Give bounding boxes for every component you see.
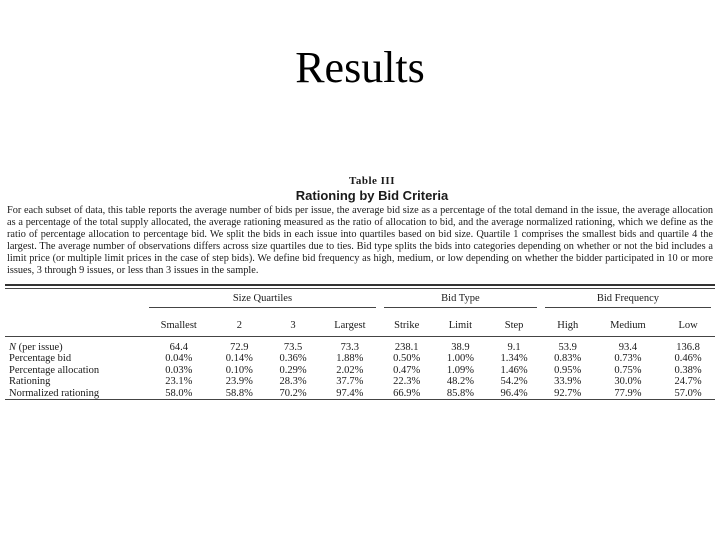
table-row: [5, 376, 715, 388]
table-row: [5, 337, 715, 354]
column-header: Largest: [334, 320, 366, 332]
group-header-size-quartiles: Size Quartiles: [145, 293, 380, 311]
row-label: [5, 365, 145, 377]
table-cell: 72.9: [230, 341, 249, 353]
column-header: 2: [236, 320, 242, 332]
table-title: Rationing by Bid Criteria: [295, 188, 449, 203]
table-cell: 58.8%: [225, 387, 253, 399]
table-cell: 1.34%: [500, 353, 528, 365]
table-cell: 2.02%: [336, 364, 364, 376]
table-cell: 38.9: [451, 341, 470, 353]
table-cell: 53.9: [558, 341, 577, 353]
table-cell: 0.04%: [165, 353, 193, 365]
table-cell: 24.7%: [674, 376, 702, 388]
column-header: Smallest: [160, 320, 197, 332]
table-cell: 33.9%: [554, 376, 582, 388]
table-cell: 1.09%: [446, 364, 474, 376]
table-cell: 64.4: [169, 341, 188, 353]
top-rule-thin: [5, 288, 715, 289]
table-cell: 0.10%: [225, 364, 253, 376]
column-header: Step: [504, 320, 524, 332]
table-cell: 0.38%: [674, 364, 702, 376]
table-cell: 66.9%: [393, 387, 421, 399]
table-cell: 92.7%: [554, 387, 582, 399]
table-cell: 93.4: [618, 341, 638, 353]
table-cell: 73.5: [283, 341, 303, 353]
table-cell: 0.83%: [554, 353, 582, 365]
table-cell: 70.2%: [279, 387, 307, 399]
table-cell: 23.9%: [225, 376, 253, 388]
table-cell: 57.0%: [674, 387, 702, 399]
table-body: [5, 337, 715, 400]
column-header: Limit: [448, 320, 473, 332]
table-cell: 58.0%: [165, 387, 193, 399]
top-rule-thick: [5, 284, 715, 286]
table-caption: For each subset of data, this table reports the average number of bids per issue, the average bid size as a percentage of the total demand in the issue, the average allocation as a percentage of the total supply allocated, the average rationing measured as the ratio of allocation to bid, and the average normalized rationing, which we define as the ratio of percentage allocation to percentage bid. We split the bids in each issue into quartiles based on bid size. Quartile 1 comprises the smallest bids and quartile 4 the largest. The average number of observations differs across size quartiles due to ties. Bid type splits the bids into categories depending on whether or not the bid includes a limit price (or multiple limit prices in the case of step bids). We define bid frequency as high, medium, or low depending on whether the bidder participated in 10 or more issues, 3 through 9 issues, or less than 3 issues in the sample.: [7, 205, 713, 277]
group-header-bid-type: Bid Type: [380, 293, 541, 311]
row-label-text: Percentage allocation: [9, 364, 100, 376]
group-header-bid-frequency: Bid Frequency: [541, 293, 715, 311]
results-table: [5, 293, 715, 403]
table-row: [5, 388, 715, 400]
row-label-text: Rationing: [9, 376, 51, 388]
table-cell: 73.3: [340, 341, 360, 353]
table-cell: 0.36%: [279, 353, 307, 365]
table-figure: [5, 175, 715, 402]
table-cell: 0.50%: [393, 353, 421, 365]
table-cell: 77.9%: [614, 387, 642, 399]
table-cell: 0.03%: [165, 364, 193, 376]
row-label: [5, 388, 145, 400]
table-cell: 9.1: [507, 341, 521, 353]
row-label: [5, 353, 145, 365]
table-cell: 0.29%: [279, 364, 307, 376]
row-label: [5, 376, 145, 388]
table-cell: 0.73%: [614, 353, 642, 365]
table-cell: 1.88%: [336, 353, 364, 365]
row-label-text: Normalized rationing: [9, 387, 100, 399]
table-cell: 0.75%: [614, 364, 642, 376]
table-cell: 1.46%: [500, 364, 528, 376]
table-cell: 97.4%: [336, 387, 364, 399]
table-cell: 0.95%: [554, 364, 582, 376]
slide-title: Results: [295, 43, 425, 92]
table-cell: 0.47%: [393, 364, 421, 376]
table-cell: 28.3%: [279, 376, 307, 388]
table-cell: 238.1: [394, 341, 419, 353]
table-cell: 0.46%: [674, 353, 702, 365]
column-header: 3: [290, 320, 296, 332]
bottom-rule: [5, 400, 715, 403]
table-cell: 54.2%: [500, 376, 528, 388]
column-header: Low: [678, 320, 698, 332]
table-cell: 37.7%: [336, 376, 364, 388]
table-cell: 1.00%: [446, 353, 474, 365]
table-cell: 23.1%: [165, 376, 193, 388]
table-row: [5, 365, 715, 377]
row-label-text: Percentage bid: [9, 353, 72, 365]
row-label-text: (per issue): [16, 341, 63, 353]
table-row: [5, 353, 715, 365]
table-cell: 136.8: [676, 341, 700, 353]
column-header: High: [557, 320, 579, 332]
column-header: Medium: [610, 320, 646, 332]
column-header-blank: [5, 310, 145, 336]
table-number: Table III: [349, 175, 395, 187]
row-label-italic: N: [9, 341, 17, 353]
column-header: Strike: [394, 320, 420, 332]
row-label: [5, 337, 145, 354]
table-cell: 48.2%: [446, 376, 474, 388]
table-cell: 96.4%: [500, 387, 528, 399]
table-cell: 22.3%: [393, 376, 421, 388]
table-cell: 30.0%: [614, 376, 642, 388]
group-header-blank: [5, 293, 145, 311]
table-cell: 85.8%: [446, 387, 474, 399]
table-cell: 0.14%: [225, 353, 253, 365]
